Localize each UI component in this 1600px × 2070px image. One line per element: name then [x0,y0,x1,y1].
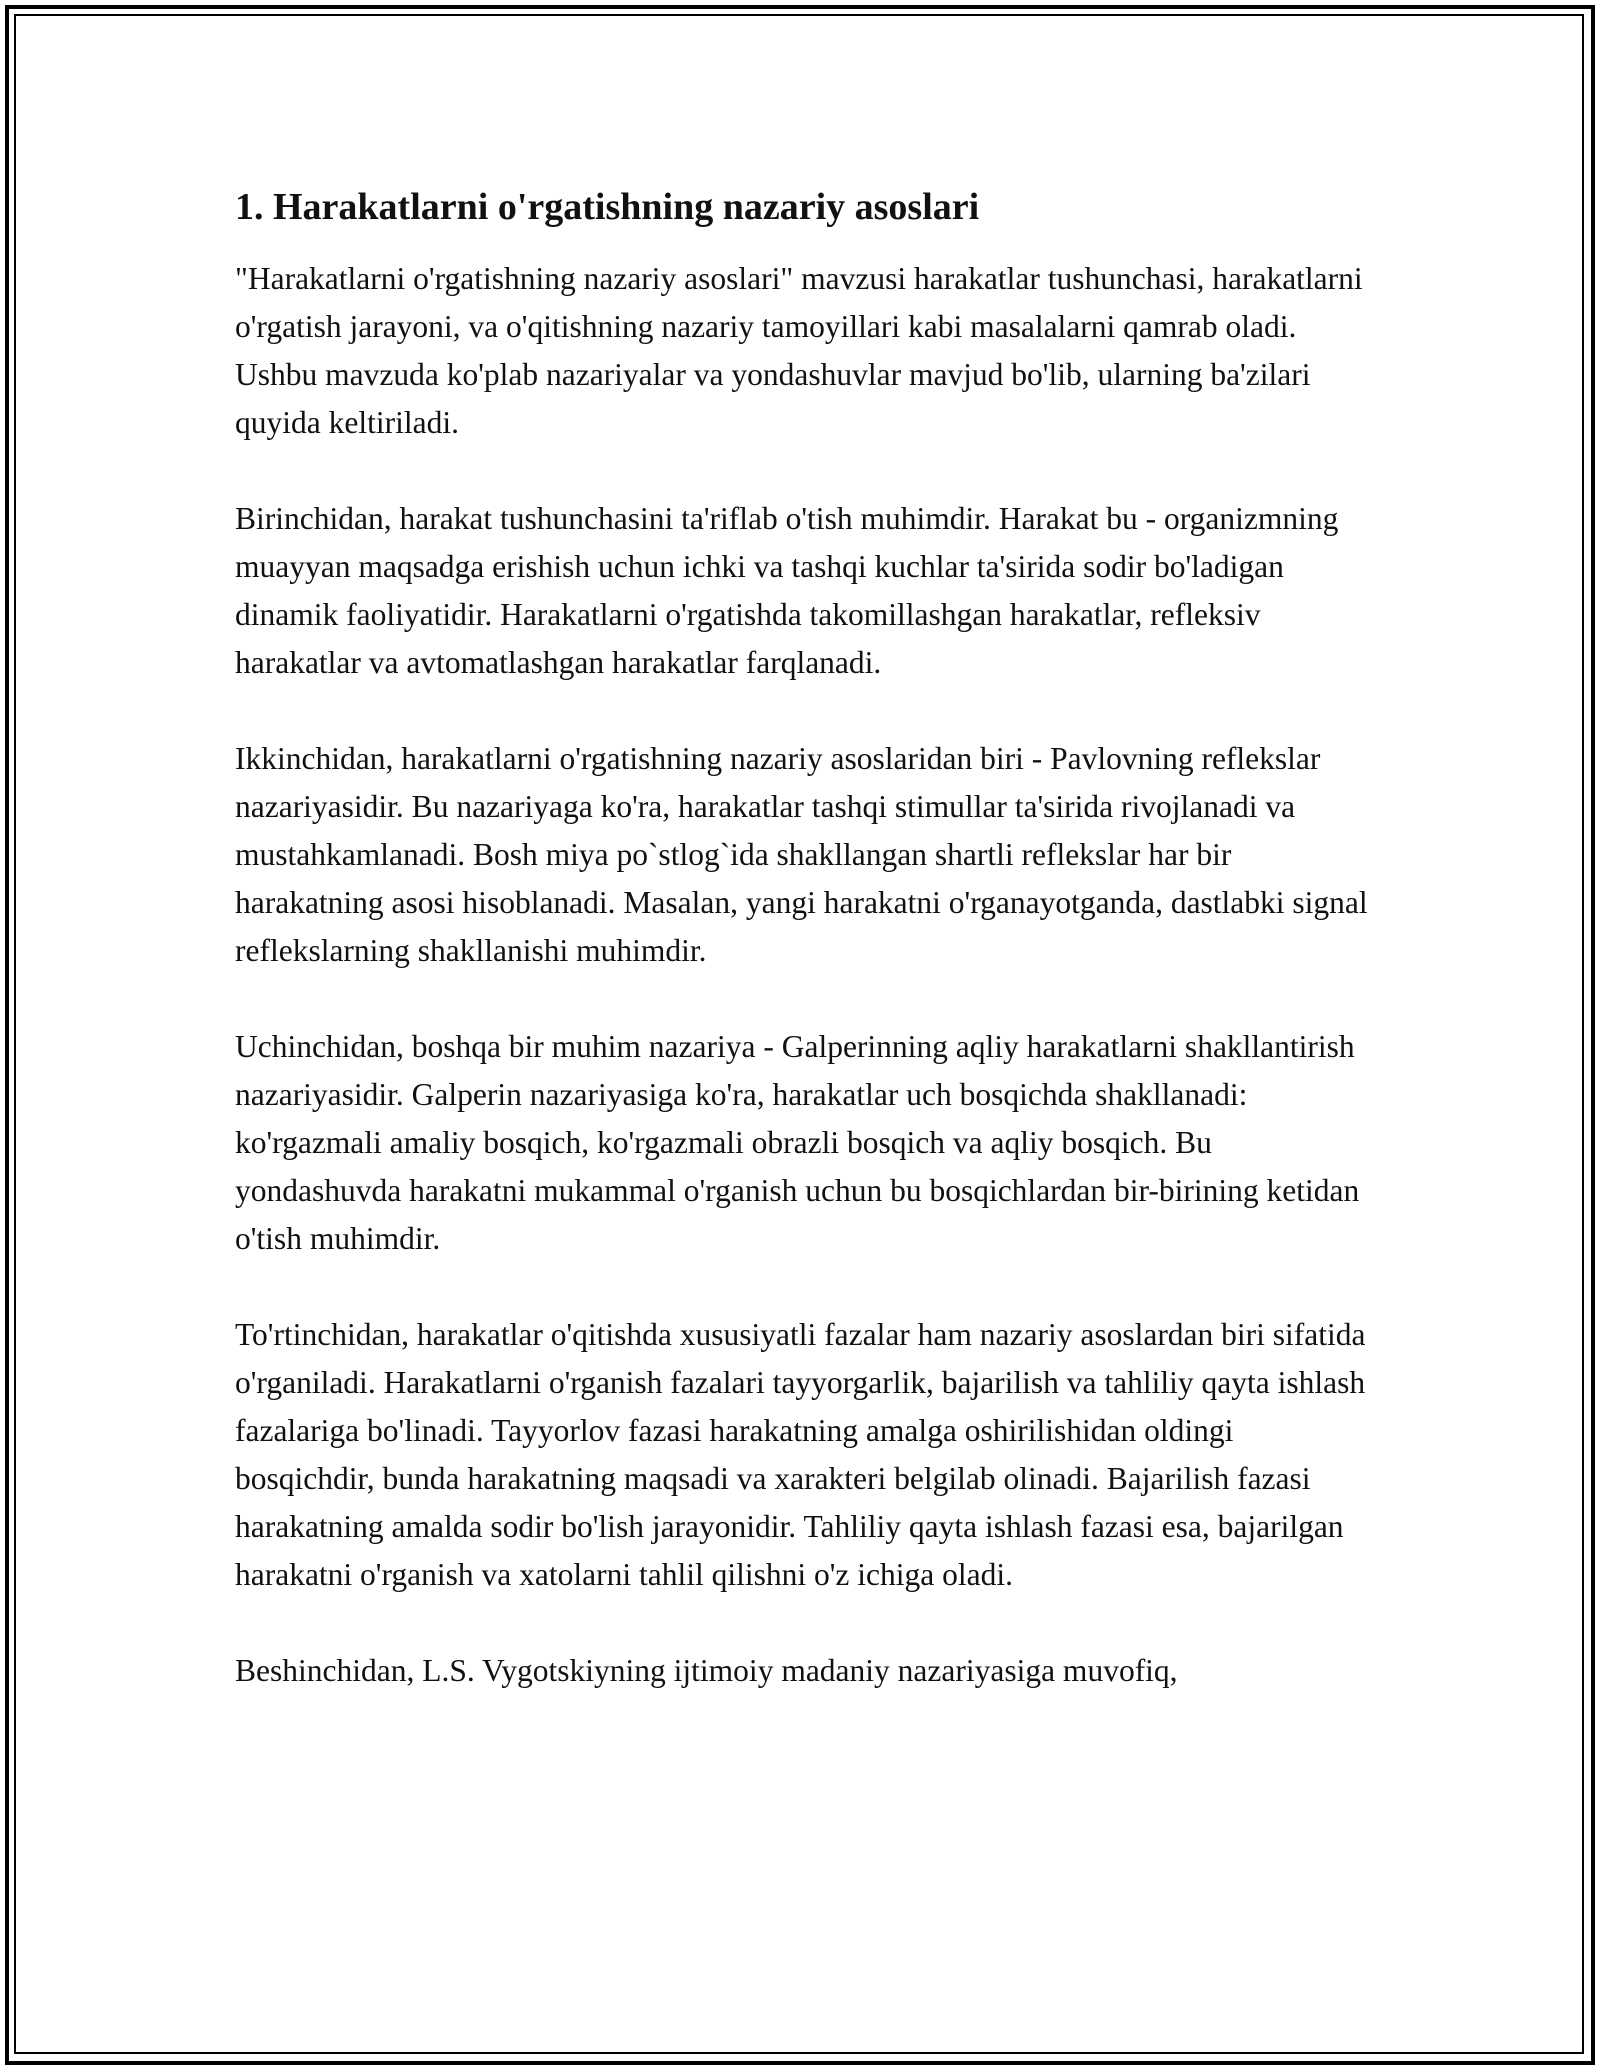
paragraph-fifth: Beshinchidan, L.S. Vygotskiyning ijtimoiy madaniy nazariyasiga muvofiq, [235,1652,1178,1688]
document-body [235,185,1370,1743]
paragraph-first: Birinchidan, harakat tushunchasini ta'riflab o'tish muhimdir. Harakat bu - organizmning muayyan maqsadga erishish uchun ichki va tashqi kuchlar ta'sirida sodir bo'ladigan dinamik faoliyatidir. Harakatlarni o'rgatishda takomillashgan harakatlar, refleksiv harakatlar va avtomatlashgan harakatlar farqlanadi. [235,500,1339,680]
document-title: 1. Harakatlarni o'rgatishning nazariy asoslari [235,186,980,228]
paragraph-fourth: To'rtinchidan, harakatlar o'qitishda xususiyatli fazalar ham nazariy asoslardan biri sifatida o'rganiladi. Harakatlarni o'rganish fazalari tayyorgarlik, bajarilish va tahliliy qayta ishlash fazalariga bo'linadi. Tayyorlov fazasi harakatning amalga oshirilishidan oldingi bosqichdir, bunda harakatning maqsadi va xarakteri belgilab olinadi. Bajarilish fazasi harakatning amalda sodir bo'lish jarayonidir. Tahliliy qayta ishlash fazasi esa, bajarilgan harakatni o'rganish va xatolarni tahlil qilishni o'z ichiga oladi. [235,1316,1366,1592]
paragraph-intro: "Harakatlarni o'rgatishning nazariy asoslari" mavzusi harakatlar tushunchasi, harakatlarni o'rgatish jarayoni, va o'qitishning nazariy tamoyillari kabi masalalarni qamrab oladi. Ushbu mavzuda ko'plab nazariyalar va yondashuvlar mavjud bo'lib, ularning ba'zilari quyida keltiriladi. [235,260,1363,440]
paragraph-second: Ikkinchidan, harakatlarni o'rgatishning nazariy asoslaridan biri - Pavlovning reflekslar nazariyasidir. Bu nazariyaga ko'ra, harakatlar tashqi stimullar ta'sirida rivojlanadi va mustahkamlanadi. Bosh miya po`stlog`ida shakllangan shartli reflekslar har bir harakatning asosi hisoblanadi. Masalan, yangi harakatni o'rganayotganda, dastlabki signal reflekslarning shakllanishi muhimdir. [235,740,1368,968]
paragraph-third: Uchinchidan, boshqa bir muhim nazariya - Galperinning aqliy harakatlarni shakllantirish nazariyasidir. Galperin nazariyasiga ko'ra, harakatlar uch bosqichda shakllanadi: ko'rgazmali amaliy bosqich, ko'rgazmali obrazli bosqich va aqliy bosqich. Bu yondashuvda harakatni mukammal o'rganish uchun bu bosqichlardan bir-birining ketidan o'tish muhimdir. [235,1028,1360,1256]
